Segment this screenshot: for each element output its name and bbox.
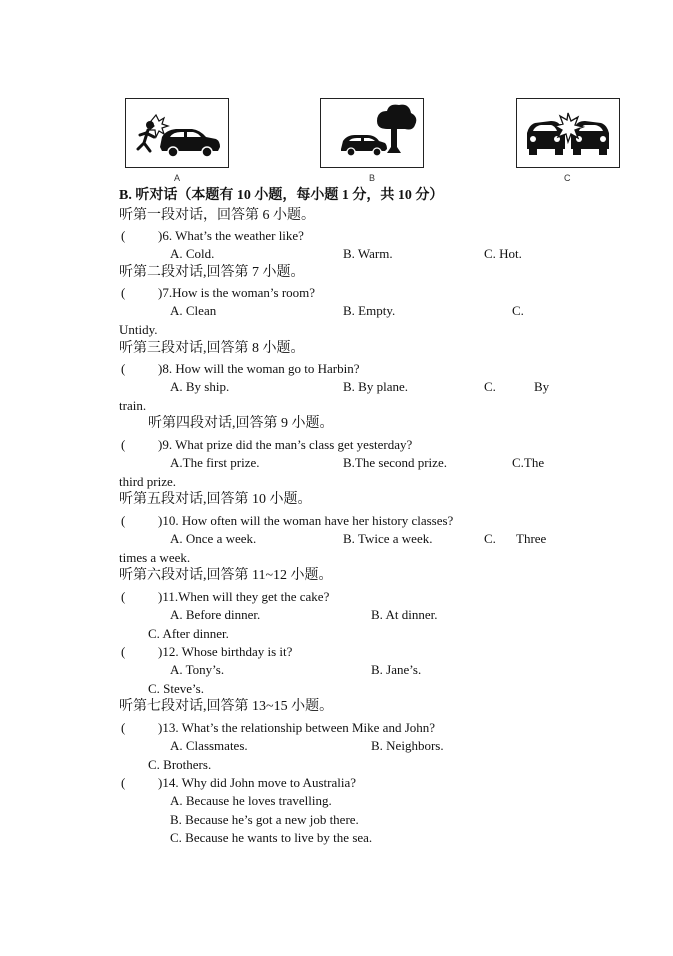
question-14-stem: )14. Why did John move to Australia? (158, 775, 356, 790)
part-4-instruction: 听第四段对话,回答第 9 小题。 (148, 416, 334, 431)
question-13-stem: )13. What’s the relationship between Mike and John? (158, 720, 436, 735)
q10-option-a: A. Once a week. (170, 531, 257, 546)
q11-option-a: A. Before dinner. (170, 607, 261, 622)
q11-option-c: C. After dinner. (148, 626, 229, 641)
question-10-stem: )10. How often will the woman have her history classes? (158, 513, 454, 528)
picture-a-label: A (174, 173, 181, 183)
two-cars-collide-icon (517, 99, 619, 167)
pedestrian-hit-by-car-icon (126, 99, 228, 167)
q13-option-a: A. Classmates. (170, 738, 248, 753)
q11-option-b: B. At dinner. (371, 607, 438, 622)
picture-c-label: C (564, 173, 571, 183)
q9-option-b: B.The second prize. (343, 455, 447, 470)
q14-option-c: C. Because he wants to live by the sea. (170, 830, 373, 845)
q9-option-c: C.The (512, 455, 545, 470)
q10-option-c-word: Three (516, 531, 547, 546)
q8-option-c: C. (484, 379, 496, 394)
q7-option-c-cont: Untidy. (119, 322, 158, 337)
answer-bracket-12[interactable]: ( (121, 644, 126, 659)
q9-option-c-cont: third prize. (119, 474, 177, 489)
q8-option-c-word: By (534, 379, 550, 394)
answer-bracket-10[interactable]: ( (121, 513, 126, 528)
picture-a (125, 98, 229, 168)
picture-c (516, 98, 620, 168)
q14-option-b: B. Because he’s got a new job there. (170, 812, 359, 827)
part-5-instruction: 听第五段对话,回答第 10 小题。 (119, 492, 312, 507)
question-6-stem: )6. What’s the weather like? (158, 228, 304, 243)
q6-option-c: C. Hot. (484, 246, 522, 261)
q9-option-a: A.The first prize. (170, 455, 260, 470)
answer-bracket-13[interactable]: ( (121, 720, 126, 735)
part-2-instruction: 听第二段对话,回答第 7 小题。 (119, 265, 305, 280)
q13-option-b: B. Neighbors. (371, 738, 444, 753)
answer-bracket-7[interactable]: ( (121, 285, 126, 300)
q6-option-b: B. Warm. (343, 246, 393, 261)
part-6-instruction: 听第六段对话,回答第 11~12 小题。 (119, 568, 333, 583)
q13-option-c: C. Brothers. (148, 757, 212, 772)
q6-option-a: A. Cold. (170, 246, 215, 261)
question-11-stem: )11.When will they get the cake? (158, 589, 330, 604)
part-1-instruction: 听第一段对话，回答第 6 小题。 (119, 208, 315, 223)
q12-option-c: C. Steve’s. (148, 681, 204, 696)
answer-bracket-9[interactable]: ( (121, 437, 126, 452)
question-9-stem: )9. What prize did the man’s class get yesterday? (158, 437, 413, 452)
q10-option-c-cont: times a week. (119, 550, 191, 565)
q10-option-c: C. (484, 531, 496, 546)
q10-option-b: B. Twice a week. (343, 531, 433, 546)
answer-bracket-8[interactable]: ( (121, 361, 126, 376)
question-7-stem: )7.How is the woman’s room? (158, 285, 316, 300)
section-b-title: B. 听对话（本题有 10 小题，每小题 1 分，共 10 分） (119, 188, 444, 203)
q7-option-c: C. (512, 303, 524, 318)
q8-option-c-cont: train. (119, 398, 147, 413)
answer-bracket-11[interactable]: ( (121, 589, 126, 604)
q7-option-b: B. Empty. (343, 303, 396, 318)
part-3-instruction: 听第三段对话,回答第 8 小题。 (119, 341, 305, 356)
q14-option-a: A. Because he loves travelling. (170, 793, 332, 808)
q8-option-b: B. By plane. (343, 379, 408, 394)
car-hits-tree-icon (321, 99, 423, 167)
q12-option-a: A. Tony’s. (170, 662, 225, 677)
question-12-stem: )12. Whose birthday is it? (158, 644, 293, 659)
q8-option-a: A. By ship. (170, 379, 230, 394)
answer-bracket-6[interactable]: ( (121, 228, 126, 243)
q7-option-a: A. Clean (170, 303, 217, 318)
picture-b-label: B (369, 173, 376, 183)
part-7-instruction: 听第七段对话,回答第 13~15 小题。 (119, 699, 334, 714)
question-8-stem: )8. How will the woman go to Harbin? (158, 361, 360, 376)
q12-option-b: B. Jane’s. (371, 662, 422, 677)
picture-b (320, 98, 424, 168)
answer-bracket-14[interactable]: ( (121, 775, 126, 790)
